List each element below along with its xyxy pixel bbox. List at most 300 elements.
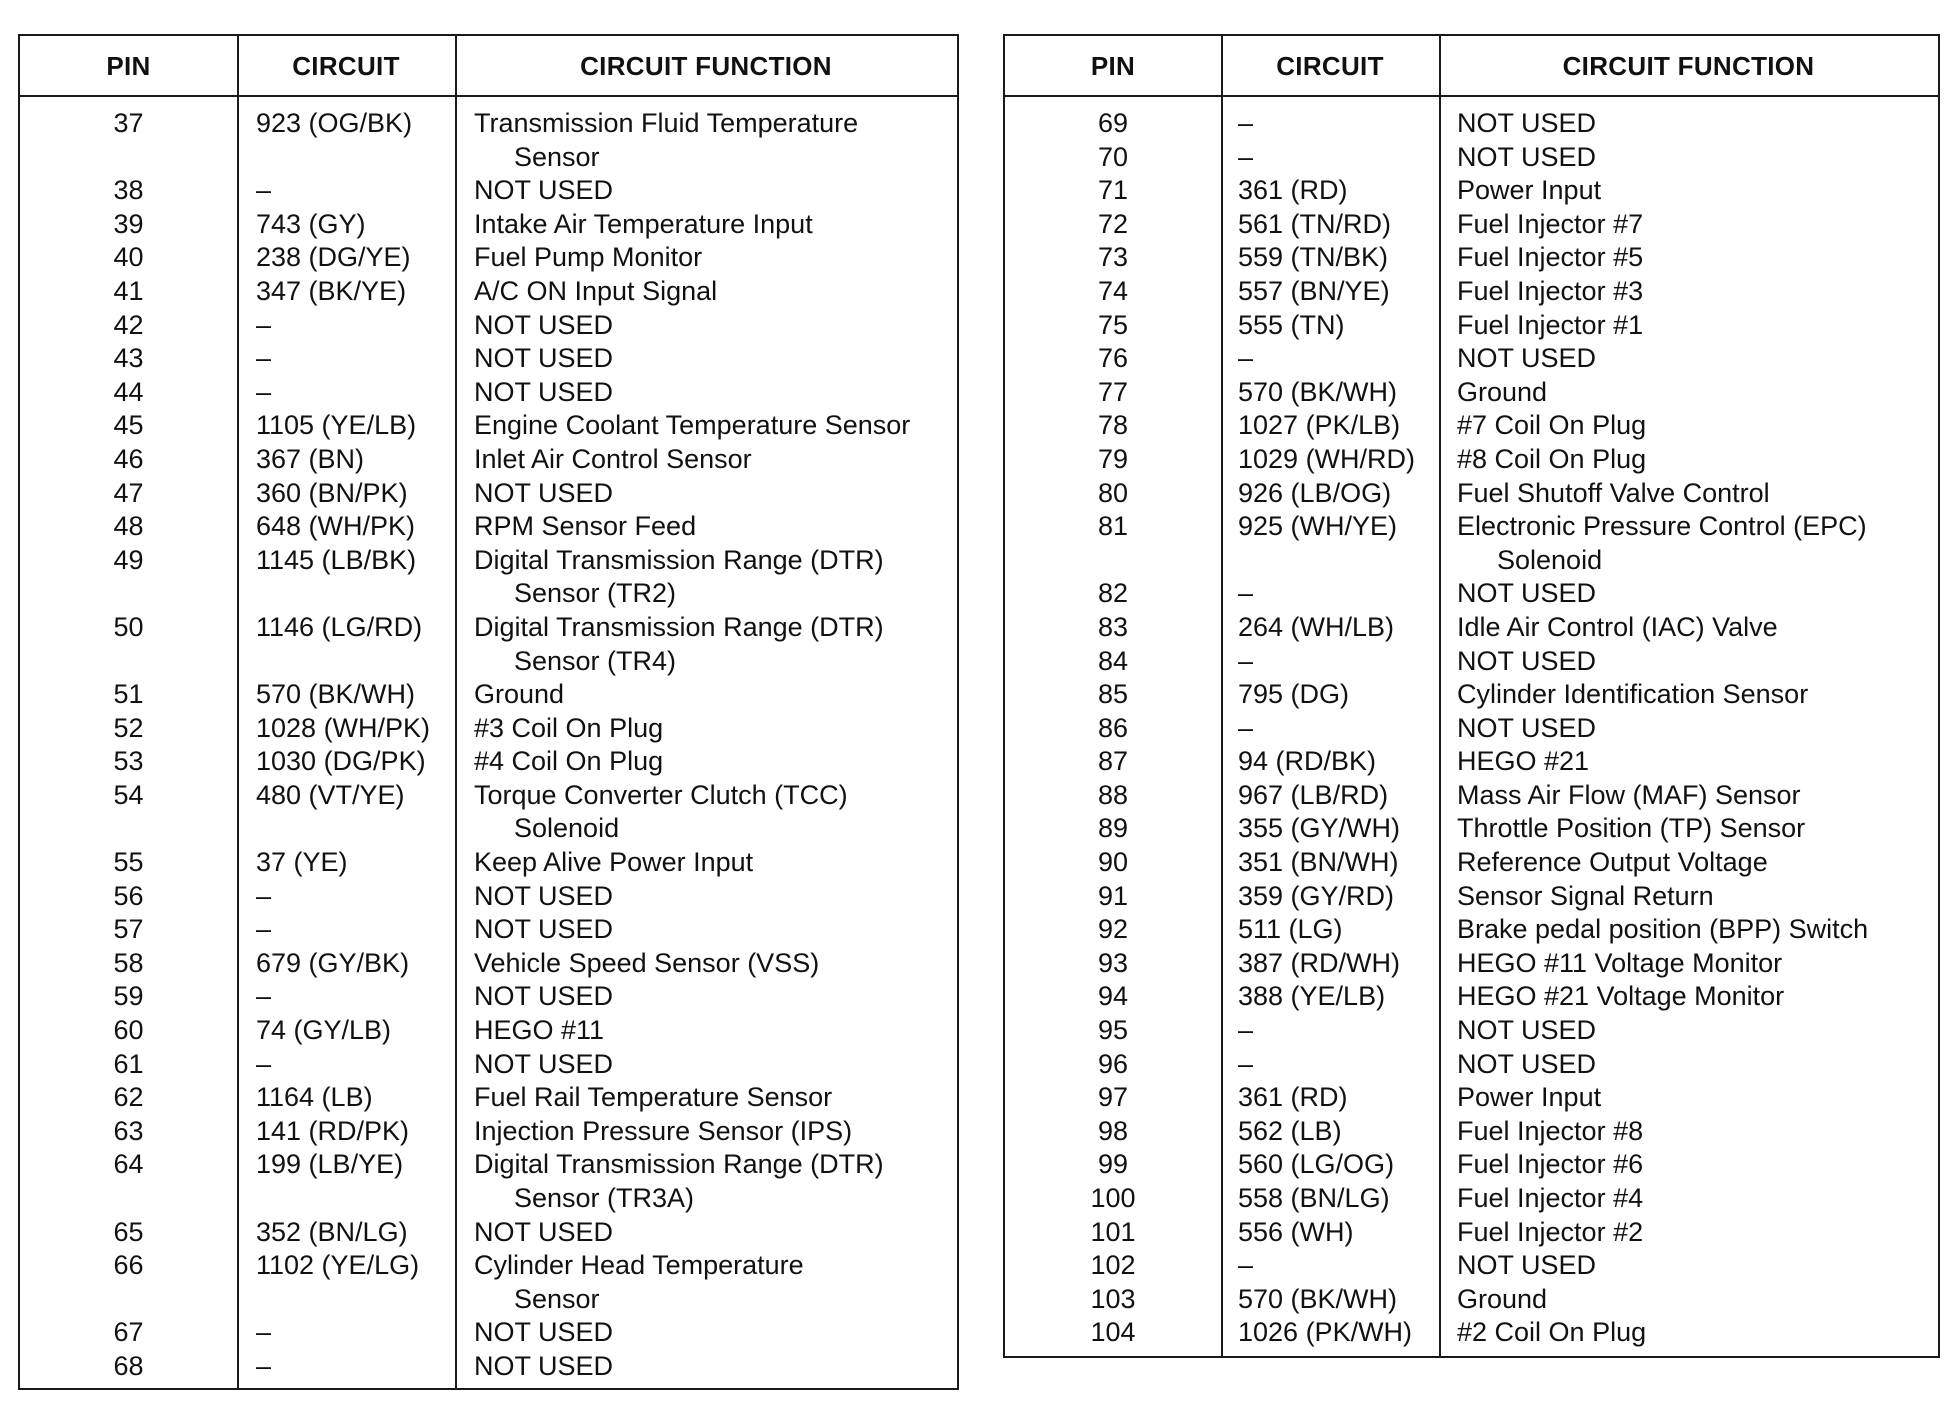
table-row bbox=[20, 208, 957, 242]
pin-number: 84 bbox=[1097, 645, 1129, 676]
circuit-function bbox=[474, 1350, 613, 1384]
pin-number: 100 bbox=[1090, 1183, 1136, 1213]
function-text: NOT USED bbox=[474, 880, 614, 911]
circuit-code: 570 (BK/WH) bbox=[1238, 1283, 1398, 1314]
pin-number: 97 bbox=[1097, 1082, 1129, 1113]
circuit-code: – bbox=[1238, 1250, 1254, 1281]
function-text: Ground bbox=[1457, 1283, 1548, 1314]
circuit-code: – bbox=[256, 343, 272, 374]
table-row bbox=[1005, 174, 1938, 208]
function-text-continued: Solenoid bbox=[1497, 544, 1603, 575]
function-text-continued: Sensor bbox=[514, 1283, 600, 1314]
circuit-function bbox=[474, 409, 910, 443]
pin-number: 52 bbox=[113, 712, 144, 743]
function-text: Digital Transmission Range (DTR) bbox=[474, 611, 884, 642]
table-row bbox=[1005, 678, 1938, 712]
circuit-code: 37 (YE) bbox=[256, 847, 348, 878]
circuit-function bbox=[474, 1148, 884, 1215]
header-circuit: CIRCUIT bbox=[292, 51, 400, 81]
circuit-function bbox=[474, 745, 663, 779]
circuit-code: 352 (BN/LG) bbox=[256, 1216, 408, 1247]
function-text: Vehicle Speed Sensor (VSS) bbox=[474, 947, 820, 978]
pin-number: 67 bbox=[113, 1317, 144, 1348]
circuit-code: – bbox=[256, 880, 272, 911]
pin-number: 40 bbox=[113, 242, 144, 273]
pin-number: 50 bbox=[113, 611, 144, 642]
pin-number: 92 bbox=[1097, 914, 1129, 945]
function-text: NOT USED bbox=[1457, 141, 1597, 172]
table-row bbox=[1005, 141, 1938, 175]
circuit-function bbox=[474, 309, 613, 343]
table-row bbox=[1005, 1148, 1938, 1182]
pin-number: 41 bbox=[113, 275, 144, 306]
table-row bbox=[1005, 1283, 1938, 1317]
circuit-code: 562 (LB) bbox=[1238, 1115, 1342, 1146]
table-row bbox=[1005, 611, 1938, 645]
circuit-function bbox=[1457, 645, 1596, 679]
circuit-function bbox=[474, 376, 613, 410]
pin-number: 66 bbox=[113, 1250, 144, 1281]
circuit-code: 743 (GY) bbox=[256, 208, 366, 239]
circuit-code: – bbox=[1238, 578, 1254, 609]
circuit-function bbox=[1457, 1148, 1643, 1182]
pin-number: 57 bbox=[113, 914, 144, 945]
circuit-code: 926 (LB/OG) bbox=[1238, 477, 1392, 508]
circuit-code: 387 (RD/WH) bbox=[1238, 947, 1401, 978]
circuit-code: 360 (BN/PK) bbox=[256, 477, 408, 508]
pin-number: 102 bbox=[1090, 1250, 1136, 1281]
circuit-function bbox=[474, 880, 613, 914]
circuit-function bbox=[474, 678, 564, 712]
function-text: Brake pedal position (BPP) Switch bbox=[1457, 914, 1869, 945]
function-text: Idle Air Control (IAC) Valve bbox=[1457, 611, 1778, 642]
table-row bbox=[1005, 980, 1938, 1014]
table-row bbox=[20, 846, 957, 880]
circuit-code: 1102 (YE/LG) bbox=[256, 1250, 420, 1281]
circuit-function bbox=[1457, 241, 1643, 275]
circuit-function bbox=[1457, 510, 1867, 577]
pin-number: 74 bbox=[1097, 275, 1129, 306]
pin-number: 42 bbox=[113, 309, 144, 340]
table-row bbox=[20, 510, 957, 544]
circuit-function bbox=[1457, 846, 1768, 880]
pin-number: 87 bbox=[1097, 746, 1129, 777]
function-text: #8 Coil On Plug bbox=[1457, 443, 1647, 474]
circuit-function bbox=[474, 174, 613, 208]
header-pin: PIN bbox=[1090, 51, 1136, 81]
pin-number: 95 bbox=[1097, 1015, 1129, 1046]
function-text: Fuel Injector #1 bbox=[1457, 309, 1644, 340]
circuit-function bbox=[474, 510, 696, 544]
circuit-code: – bbox=[256, 175, 272, 206]
function-text: NOT USED bbox=[474, 1216, 614, 1247]
function-text: NOT USED bbox=[474, 1317, 614, 1348]
table-row bbox=[20, 611, 957, 678]
pin-number: 90 bbox=[1097, 847, 1129, 878]
pin-number: 99 bbox=[1097, 1149, 1129, 1180]
table-row bbox=[1005, 477, 1938, 511]
circuit-code: – bbox=[1238, 645, 1254, 676]
circuit-function bbox=[1457, 1249, 1596, 1283]
circuit-code: 199 (LB/YE) bbox=[256, 1149, 404, 1180]
circuit-code: 570 (BK/WH) bbox=[1238, 376, 1398, 407]
circuit-code: 555 (TN) bbox=[1238, 309, 1345, 340]
circuit-function bbox=[1457, 443, 1646, 477]
circuit-function bbox=[474, 544, 884, 611]
circuit-code: – bbox=[256, 1350, 272, 1381]
function-text-continued: Sensor (TR2) bbox=[514, 578, 677, 609]
header-circuit: CIRCUIT bbox=[1276, 51, 1384, 81]
circuit-function bbox=[1457, 342, 1596, 376]
right-pinout-table bbox=[1003, 34, 1940, 1358]
table-row bbox=[20, 712, 957, 746]
circuit-code: 559 (TN/BK) bbox=[1238, 242, 1389, 273]
header-circuit-function: CIRCUIT FUNCTION bbox=[1562, 51, 1815, 81]
header-pin: PIN bbox=[106, 51, 151, 81]
function-text: Injection Pressure Sensor (IPS) bbox=[474, 1115, 853, 1146]
table-row bbox=[20, 1148, 957, 1215]
function-text: Digital Transmission Range (DTR) bbox=[474, 544, 884, 575]
pin-number: 39 bbox=[113, 208, 144, 239]
function-text: Sensor Signal Return bbox=[1457, 880, 1714, 911]
table-row bbox=[1005, 443, 1938, 477]
header-circuit-function: CIRCUIT FUNCTION bbox=[580, 51, 832, 81]
function-text: Digital Transmission Range (DTR) bbox=[474, 1149, 884, 1180]
pin-number: 77 bbox=[1097, 376, 1129, 407]
function-text: Fuel Shutoff Valve Control bbox=[1457, 477, 1770, 508]
table-row bbox=[1005, 712, 1938, 746]
table-row bbox=[20, 477, 957, 511]
pin-number: 59 bbox=[113, 981, 144, 1012]
pin-number: 78 bbox=[1097, 410, 1129, 441]
table-row bbox=[1005, 577, 1938, 611]
table-row bbox=[1005, 275, 1938, 309]
table-row bbox=[20, 779, 957, 846]
table-row bbox=[20, 1249, 957, 1316]
function-text: NOT USED bbox=[1457, 1015, 1597, 1046]
table-row bbox=[20, 1216, 957, 1250]
function-text-continued: Solenoid bbox=[514, 813, 620, 844]
circuit-function bbox=[474, 107, 858, 174]
circuit-function bbox=[474, 477, 613, 511]
pin-number: 98 bbox=[1097, 1115, 1129, 1146]
table-body bbox=[1005, 107, 1938, 1350]
circuit-code: 361 (RD) bbox=[1238, 175, 1348, 206]
pin-number: 64 bbox=[113, 1149, 144, 1180]
table-row bbox=[1005, 1115, 1938, 1149]
function-text: Fuel Injector #8 bbox=[1457, 1115, 1644, 1146]
circuit-code: 238 (DG/YE) bbox=[256, 242, 411, 273]
circuit-function bbox=[474, 846, 753, 880]
pin-number: 86 bbox=[1097, 712, 1129, 743]
function-text: NOT USED bbox=[474, 981, 614, 1012]
table-row bbox=[1005, 241, 1938, 275]
table-row bbox=[20, 913, 957, 947]
circuit-code: 679 (GY/BK) bbox=[256, 947, 410, 978]
table-row bbox=[20, 376, 957, 410]
function-text: HEGO #21 Voltage Monitor bbox=[1457, 981, 1785, 1012]
function-text: Throttle Position (TP) Sensor bbox=[1457, 813, 1806, 844]
circuit-function bbox=[1457, 309, 1643, 343]
circuit-code: – bbox=[1238, 1015, 1254, 1046]
pin-number: 65 bbox=[113, 1216, 144, 1247]
table-row bbox=[1005, 846, 1938, 880]
circuit-code: 1027 (PK/LB) bbox=[1238, 410, 1401, 441]
function-text: NOT USED bbox=[1457, 1250, 1597, 1281]
pin-number: 68 bbox=[113, 1350, 144, 1381]
circuit-code: 1145 (LB/BK) bbox=[256, 544, 417, 575]
pin-number: 85 bbox=[1097, 679, 1129, 710]
table-row bbox=[1005, 812, 1938, 846]
circuit-code: – bbox=[1238, 141, 1254, 172]
table-row bbox=[20, 443, 957, 477]
circuit-function bbox=[1457, 376, 1547, 410]
circuit-code: 557 (BN/YE) bbox=[1238, 275, 1390, 306]
pin-number: 94 bbox=[1097, 981, 1129, 1012]
pin-number: 55 bbox=[113, 847, 144, 878]
pin-number: 71 bbox=[1097, 175, 1129, 206]
pin-number: 76 bbox=[1097, 343, 1129, 374]
circuit-code: – bbox=[256, 914, 272, 945]
pin-number: 58 bbox=[113, 947, 144, 978]
table-row bbox=[20, 241, 957, 275]
function-text: Torque Converter Clutch (TCC) bbox=[474, 779, 848, 810]
table-row bbox=[1005, 376, 1938, 410]
table-row bbox=[20, 174, 957, 208]
pin-number: 93 bbox=[1097, 947, 1129, 978]
pin-number: 48 bbox=[113, 511, 144, 542]
table-row bbox=[1005, 880, 1938, 914]
table-row bbox=[1005, 1249, 1938, 1283]
function-text: NOT USED bbox=[474, 309, 614, 340]
table-body bbox=[20, 107, 957, 1384]
table-row bbox=[1005, 107, 1938, 141]
function-text: #7 Coil On Plug bbox=[1457, 410, 1647, 441]
pin-number: 70 bbox=[1097, 141, 1129, 172]
circuit-function bbox=[1457, 678, 1808, 712]
circuit-function bbox=[474, 980, 613, 1014]
circuit-code: 967 (LB/RD) bbox=[1238, 779, 1389, 810]
circuit-function bbox=[474, 611, 884, 678]
circuit-function bbox=[1457, 745, 1589, 779]
function-text: NOT USED bbox=[1457, 1048, 1597, 1079]
function-text-continued: Sensor (TR3A) bbox=[514, 1183, 695, 1213]
function-text: Fuel Rail Temperature Sensor bbox=[474, 1082, 833, 1113]
circuit-function bbox=[1457, 208, 1643, 242]
table-row bbox=[1005, 1216, 1938, 1250]
circuit-code: – bbox=[256, 981, 272, 1012]
table-row bbox=[20, 409, 957, 443]
circuit-function bbox=[1457, 275, 1643, 309]
pin-number: 69 bbox=[1097, 108, 1129, 138]
circuit-function bbox=[1457, 1081, 1601, 1115]
circuit-function bbox=[1457, 880, 1714, 914]
table-row bbox=[1005, 1081, 1938, 1115]
circuit-code: – bbox=[256, 1317, 272, 1348]
pin-number: 44 bbox=[113, 376, 144, 407]
table-row bbox=[20, 1014, 957, 1048]
circuit-code: 1028 (WH/PK) bbox=[256, 712, 431, 743]
pin-number: 61 bbox=[113, 1048, 144, 1079]
table-row bbox=[20, 342, 957, 376]
function-text: NOT USED bbox=[474, 1350, 614, 1381]
circuit-function bbox=[474, 342, 613, 376]
table-row bbox=[1005, 1014, 1938, 1048]
pin-number: 38 bbox=[113, 175, 144, 206]
circuit-function bbox=[1457, 712, 1596, 746]
circuit-function bbox=[474, 1014, 604, 1048]
pin-number: 96 bbox=[1097, 1048, 1129, 1079]
pin-number: 60 bbox=[113, 1015, 144, 1046]
pin-number: 72 bbox=[1097, 208, 1129, 239]
function-text: Power Input bbox=[1457, 175, 1602, 206]
function-text: NOT USED bbox=[474, 477, 614, 508]
table-row bbox=[1005, 1316, 1938, 1350]
function-text: RPM Sensor Feed bbox=[474, 511, 697, 542]
circuit-code: 923 (OG/BK) bbox=[256, 108, 413, 138]
function-text: NOT USED bbox=[1457, 645, 1597, 676]
function-text: Fuel Injector #6 bbox=[1457, 1149, 1644, 1180]
circuit-function bbox=[474, 1081, 832, 1115]
circuit-function bbox=[1457, 1014, 1596, 1048]
table-row bbox=[20, 1115, 957, 1149]
function-text: HEGO #11 Voltage Monitor bbox=[1457, 947, 1783, 978]
function-text: Transmission Fluid Temperature bbox=[474, 108, 859, 138]
circuit-function bbox=[474, 208, 813, 242]
pin-number: 49 bbox=[113, 544, 144, 575]
function-text: Reference Output Voltage bbox=[1457, 847, 1768, 878]
header-divider bbox=[1005, 95, 1938, 97]
circuit-function bbox=[1457, 611, 1778, 645]
function-text: NOT USED bbox=[474, 376, 614, 407]
table-row bbox=[1005, 645, 1938, 679]
function-text: Ground bbox=[474, 679, 565, 710]
circuit-function bbox=[474, 1048, 613, 1082]
function-text: #4 Coil On Plug bbox=[474, 746, 664, 777]
circuit-function bbox=[1457, 947, 1782, 981]
table-row bbox=[1005, 779, 1938, 813]
circuit-code: – bbox=[1238, 108, 1254, 138]
function-text: #2 Coil On Plug bbox=[1457, 1317, 1647, 1348]
pin-number: 91 bbox=[1097, 880, 1129, 911]
circuit-function bbox=[474, 1115, 852, 1149]
table-row bbox=[20, 745, 957, 779]
pin-number: 53 bbox=[113, 746, 144, 777]
pin-number: 82 bbox=[1097, 578, 1129, 609]
circuit-code: – bbox=[256, 1048, 272, 1079]
table-row bbox=[1005, 510, 1938, 577]
pin-number: 37 bbox=[113, 108, 144, 138]
circuit-function bbox=[474, 275, 717, 309]
function-text: Engine Coolant Temperature Sensor bbox=[474, 410, 911, 441]
function-text: A/C ON Input Signal bbox=[474, 275, 718, 306]
pin-number: 62 bbox=[113, 1082, 144, 1113]
circuit-code: 141 (RD/PK) bbox=[256, 1115, 410, 1146]
circuit-function bbox=[474, 241, 702, 275]
function-text: NOT USED bbox=[1457, 578, 1597, 609]
circuit-code: – bbox=[256, 376, 272, 407]
circuit-function bbox=[1457, 779, 1801, 813]
table-row bbox=[20, 309, 957, 343]
circuit-function bbox=[474, 712, 663, 746]
pin-number: 56 bbox=[113, 880, 144, 911]
table-row bbox=[1005, 409, 1938, 443]
function-text: Cylinder Identification Sensor bbox=[1457, 679, 1809, 710]
circuit-code: 361 (RD) bbox=[1238, 1082, 1348, 1113]
table-row bbox=[20, 880, 957, 914]
pin-number: 101 bbox=[1090, 1216, 1136, 1247]
pin-number: 73 bbox=[1097, 242, 1129, 273]
pin-number: 51 bbox=[113, 679, 144, 710]
circuit-function bbox=[1457, 1182, 1643, 1216]
circuit-code: 1105 (YE/LB) bbox=[256, 410, 417, 441]
function-text-continued: Sensor bbox=[514, 141, 600, 172]
circuit-code: 1030 (DG/PK) bbox=[256, 746, 426, 777]
circuit-code: 480 (VT/YE) bbox=[256, 779, 405, 810]
table-row bbox=[20, 678, 957, 712]
circuit-function bbox=[1457, 477, 1770, 511]
table-row bbox=[20, 1316, 957, 1350]
function-text: NOT USED bbox=[474, 343, 614, 374]
circuit-function bbox=[474, 1249, 804, 1316]
circuit-function bbox=[1457, 1048, 1596, 1082]
table-row bbox=[1005, 1182, 1938, 1216]
circuit-code: 355 (GY/WH) bbox=[1238, 813, 1401, 844]
pin-number: 104 bbox=[1090, 1317, 1136, 1348]
table-row bbox=[20, 275, 957, 309]
function-text: Mass Air Flow (MAF) Sensor bbox=[1457, 779, 1801, 810]
function-text: Fuel Injector #7 bbox=[1457, 208, 1644, 239]
pin-number: 46 bbox=[113, 443, 144, 474]
function-text: NOT USED bbox=[474, 1048, 614, 1079]
circuit-code: 264 (WH/LB) bbox=[1238, 611, 1395, 642]
circuit-function bbox=[474, 913, 613, 947]
circuit-code: – bbox=[1238, 343, 1254, 374]
table-row bbox=[1005, 342, 1938, 376]
pin-number: 79 bbox=[1097, 443, 1129, 474]
pin-number: 89 bbox=[1097, 813, 1129, 844]
table-row bbox=[20, 947, 957, 981]
circuit-function bbox=[1457, 980, 1784, 1014]
circuit-code: 359 (GY/RD) bbox=[1238, 880, 1395, 911]
function-text: NOT USED bbox=[1457, 108, 1597, 138]
circuit-code: 556 (WH) bbox=[1238, 1216, 1354, 1247]
function-text: Inlet Air Control Sensor bbox=[474, 443, 752, 474]
table-row bbox=[1005, 1048, 1938, 1082]
circuit-code: 558 (BN/LG) bbox=[1238, 1183, 1390, 1213]
circuit-code: 367 (BN) bbox=[256, 443, 365, 474]
pin-number: 63 bbox=[113, 1115, 144, 1146]
circuit-code: 351 (BN/WH) bbox=[1238, 847, 1399, 878]
circuit-function bbox=[474, 779, 848, 846]
table-row bbox=[20, 107, 957, 174]
pin-number: 88 bbox=[1097, 779, 1129, 810]
function-text: HEGO #21 bbox=[1457, 746, 1590, 777]
table-row bbox=[20, 980, 957, 1014]
circuit-code: 570 (BK/WH) bbox=[256, 679, 416, 710]
function-text: #3 Coil On Plug bbox=[474, 712, 664, 743]
header-divider bbox=[20, 95, 957, 97]
table-row bbox=[20, 1081, 957, 1115]
circuit-function bbox=[474, 947, 819, 981]
table-row bbox=[20, 1048, 957, 1082]
function-text: Cylinder Head Temperature bbox=[474, 1250, 804, 1281]
circuit-function bbox=[1457, 141, 1596, 175]
circuit-code: 925 (WH/YE) bbox=[1238, 511, 1398, 542]
circuit-function bbox=[474, 1316, 613, 1350]
circuit-code: 560 (LG/OG) bbox=[1238, 1149, 1395, 1180]
circuit-code: 1029 (WH/RD) bbox=[1238, 443, 1416, 474]
